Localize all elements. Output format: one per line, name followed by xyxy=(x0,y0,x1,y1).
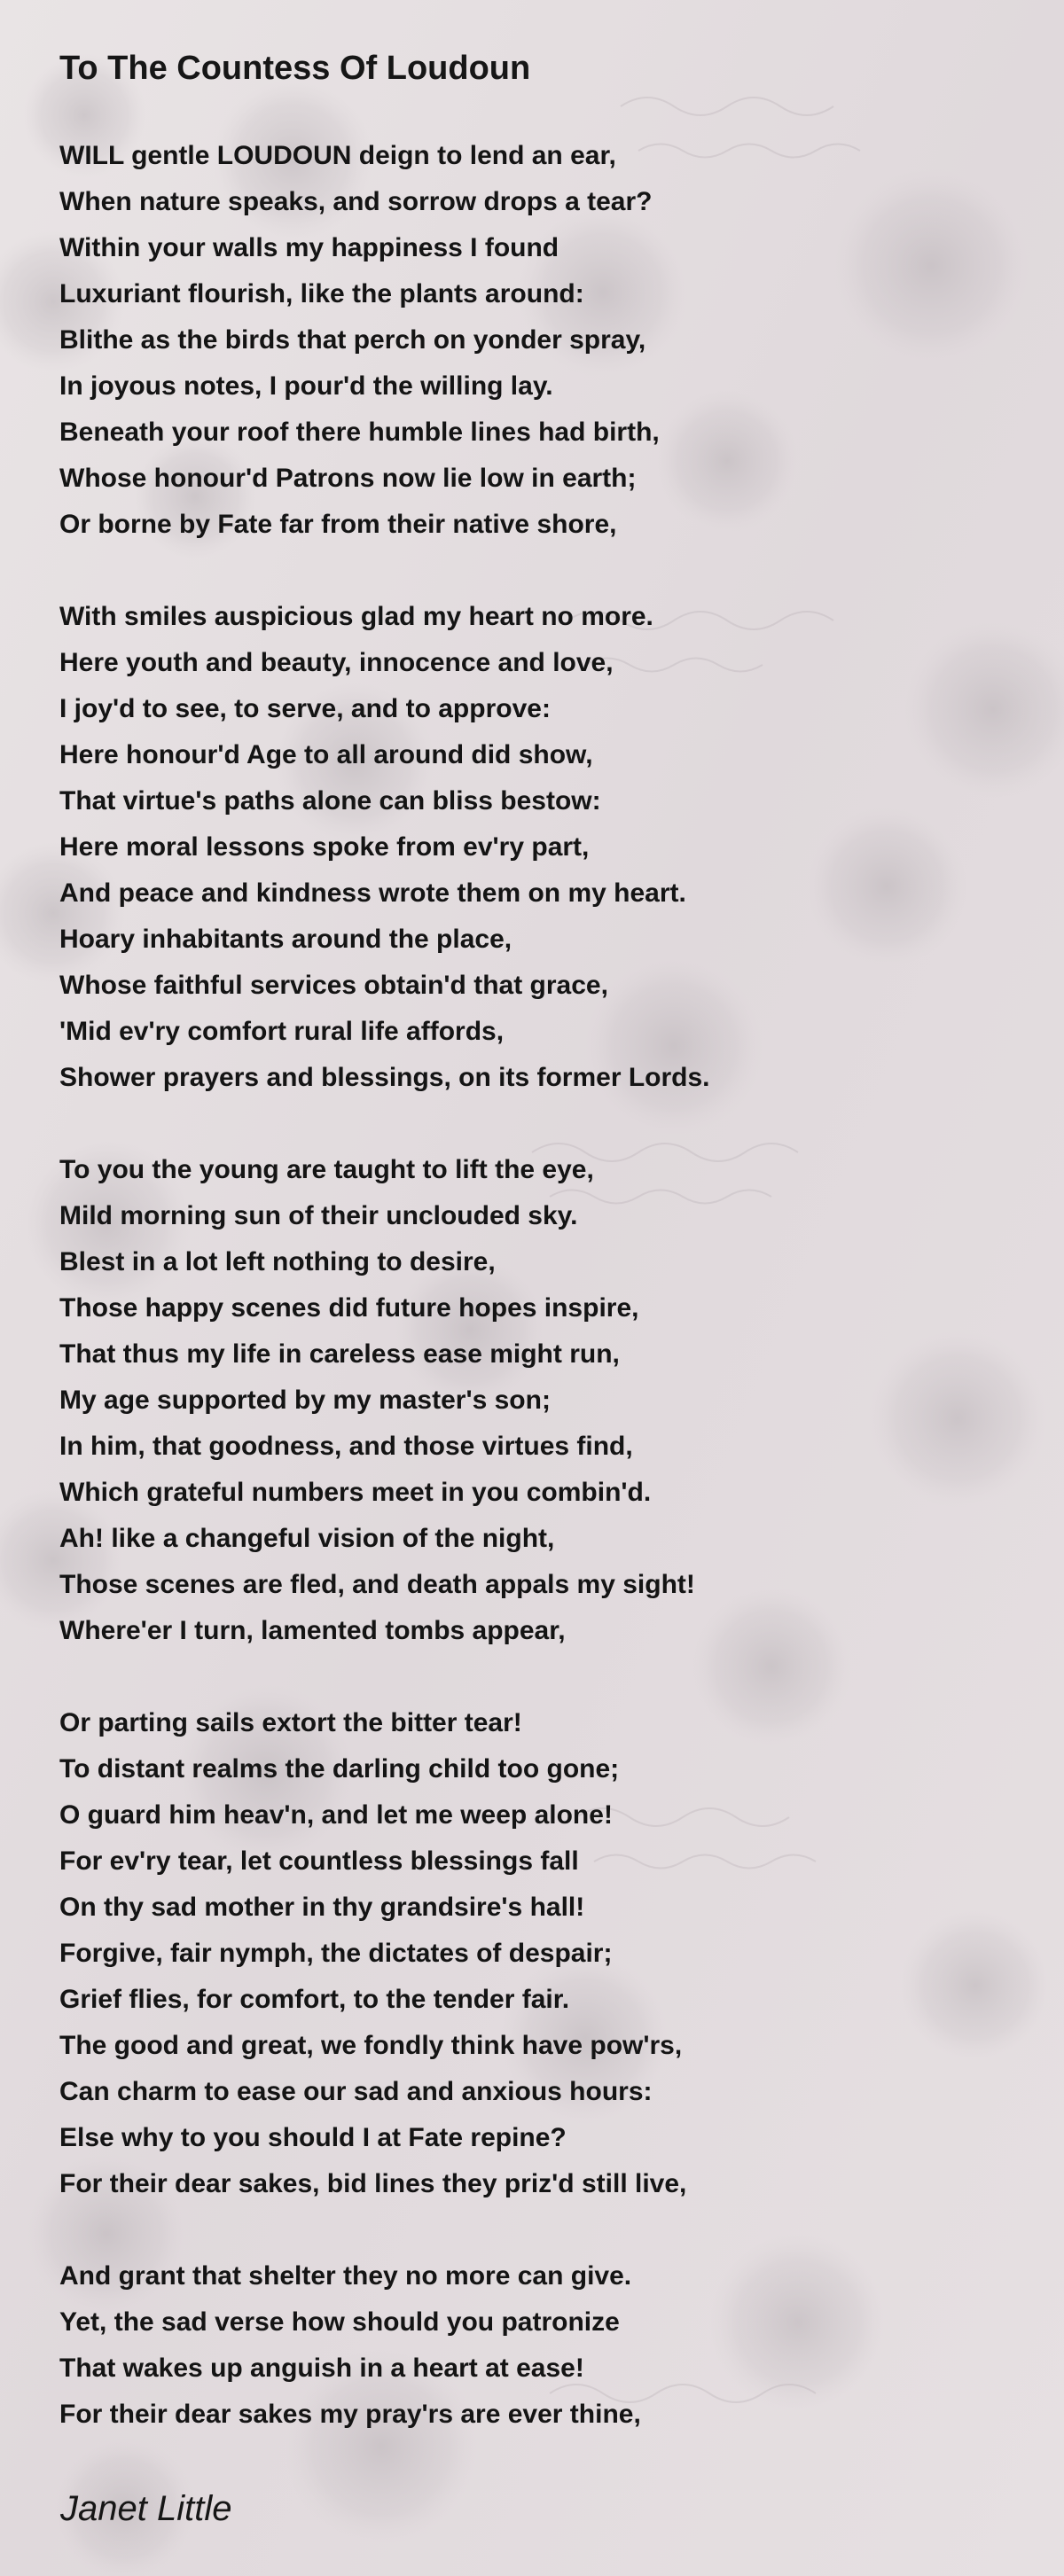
poem-body xyxy=(59,133,1026,2484)
poem-title: To The Countess Of Loudoun xyxy=(59,50,531,87)
verse-line: My age supported by my master's son; xyxy=(59,1386,551,1415)
verse-line: Or borne by Fate far from their native shore, xyxy=(59,510,617,539)
verse-line: With smiles auspicious glad my heart no more. xyxy=(59,602,653,631)
verse-line: On thy sad mother in thy grandsire's hall! xyxy=(59,1893,585,1922)
verse-line: Mild morning sun of their unclouded sky. xyxy=(59,1201,578,1230)
verse-line: Else why to you should I at Fate repine? xyxy=(59,2123,567,2152)
poem-stanza xyxy=(59,1700,1026,2207)
verse-line: Beneath your roof there humble lines had birth, xyxy=(59,418,660,447)
verse-line: To distant realms the darling child too gone; xyxy=(59,1754,620,1784)
verse-line: Which grateful numbers meet in you combin'd. xyxy=(59,1478,652,1507)
verse-line: That thus my life in careless ease might run, xyxy=(59,1339,620,1369)
poem-stanza xyxy=(59,594,1026,1101)
verse-line: Or parting sails extort the bitter tear! xyxy=(59,1708,522,1737)
poem-stanza xyxy=(59,133,1026,548)
poem-author: Janet Little xyxy=(60,2489,232,2528)
verse-line: Those happy scenes did future hopes inspire, xyxy=(59,1293,639,1323)
verse-line: Those scenes are fled, and death appals my sight! xyxy=(59,1570,695,1599)
verse-line: Forgive, fair nymph, the dictates of despair; xyxy=(59,1939,613,1968)
verse-line: That wakes up anguish in a heart at ease! xyxy=(59,2354,584,2383)
verse-line: For their dear sakes, bid lines they priz'd still live, xyxy=(59,2169,687,2198)
verse-line: For their dear sakes my pray'rs are ever thine, xyxy=(59,2400,641,2429)
verse-line: When nature speaks, and sorrow drops a tear? xyxy=(59,187,653,216)
verse-line: The good and great, we fondly think have pow'rs, xyxy=(59,2031,683,2060)
verse-line: Here youth and beauty, innocence and love, xyxy=(59,648,614,677)
verse-line: Whose honour'd Patrons now lie low in earth; xyxy=(59,464,637,493)
verse-line: 'Mid ev'ry comfort rural life affords, xyxy=(59,1017,505,1046)
verse-line: That virtue's paths alone can bliss bestow: xyxy=(59,786,601,816)
verse-line: Where'er I turn, lamented tombs appear, xyxy=(59,1616,566,1645)
verse-line: And peace and kindness wrote them on my heart. xyxy=(59,878,686,908)
poem-stanza xyxy=(59,1147,1026,1654)
verse-line: And grant that shelter they no more can give. xyxy=(59,2261,632,2291)
verse-line: Ah! like a changeful vision of the night, xyxy=(59,1524,555,1553)
verse-line: I joy'd to see, to serve, and to approve: xyxy=(59,694,551,723)
verse-line: Here moral lessons spoke from ev'ry part, xyxy=(59,832,590,862)
verse-line: O guard him heav'n, and let me weep alone! xyxy=(59,1800,613,1830)
verse-line: Hoary inhabitants around the place, xyxy=(59,925,512,954)
verse-line: Shower prayers and blessings, on its former Lords. xyxy=(59,1063,710,1092)
verse-line: Grief flies, for comfort, to the tender fair. xyxy=(59,1985,570,2014)
verse-line: Yet, the sad verse how should you patronize xyxy=(59,2307,620,2337)
verse-line: Within your walls my happiness I found xyxy=(59,233,559,262)
verse-line: Here honour'd Age to all around did show, xyxy=(59,740,593,769)
verse-line: Blithe as the birds that perch on yonder spray, xyxy=(59,325,646,355)
verse-line: Blest in a lot left nothing to desire, xyxy=(59,1247,496,1276)
verse-line: Luxuriant flourish, like the plants around: xyxy=(59,279,584,308)
poem-stanza xyxy=(59,2253,1026,2438)
verse-line: In him, that goodness, and those virtues find, xyxy=(59,1432,633,1461)
verse-line: WILL gentle LOUDOUN deign to lend an ear, xyxy=(59,141,616,170)
verse-line: In joyous notes, I pour'd the willing lay. xyxy=(59,371,553,401)
verse-line: Whose faithful services obtain'd that grace, xyxy=(59,971,608,1000)
verse-line: To you the young are taught to lift the eye, xyxy=(59,1155,594,1184)
verse-line: For ev'ry tear, let countless blessings fall xyxy=(59,1846,579,1876)
verse-line: Can charm to ease our sad and anxious hours: xyxy=(59,2077,653,2106)
